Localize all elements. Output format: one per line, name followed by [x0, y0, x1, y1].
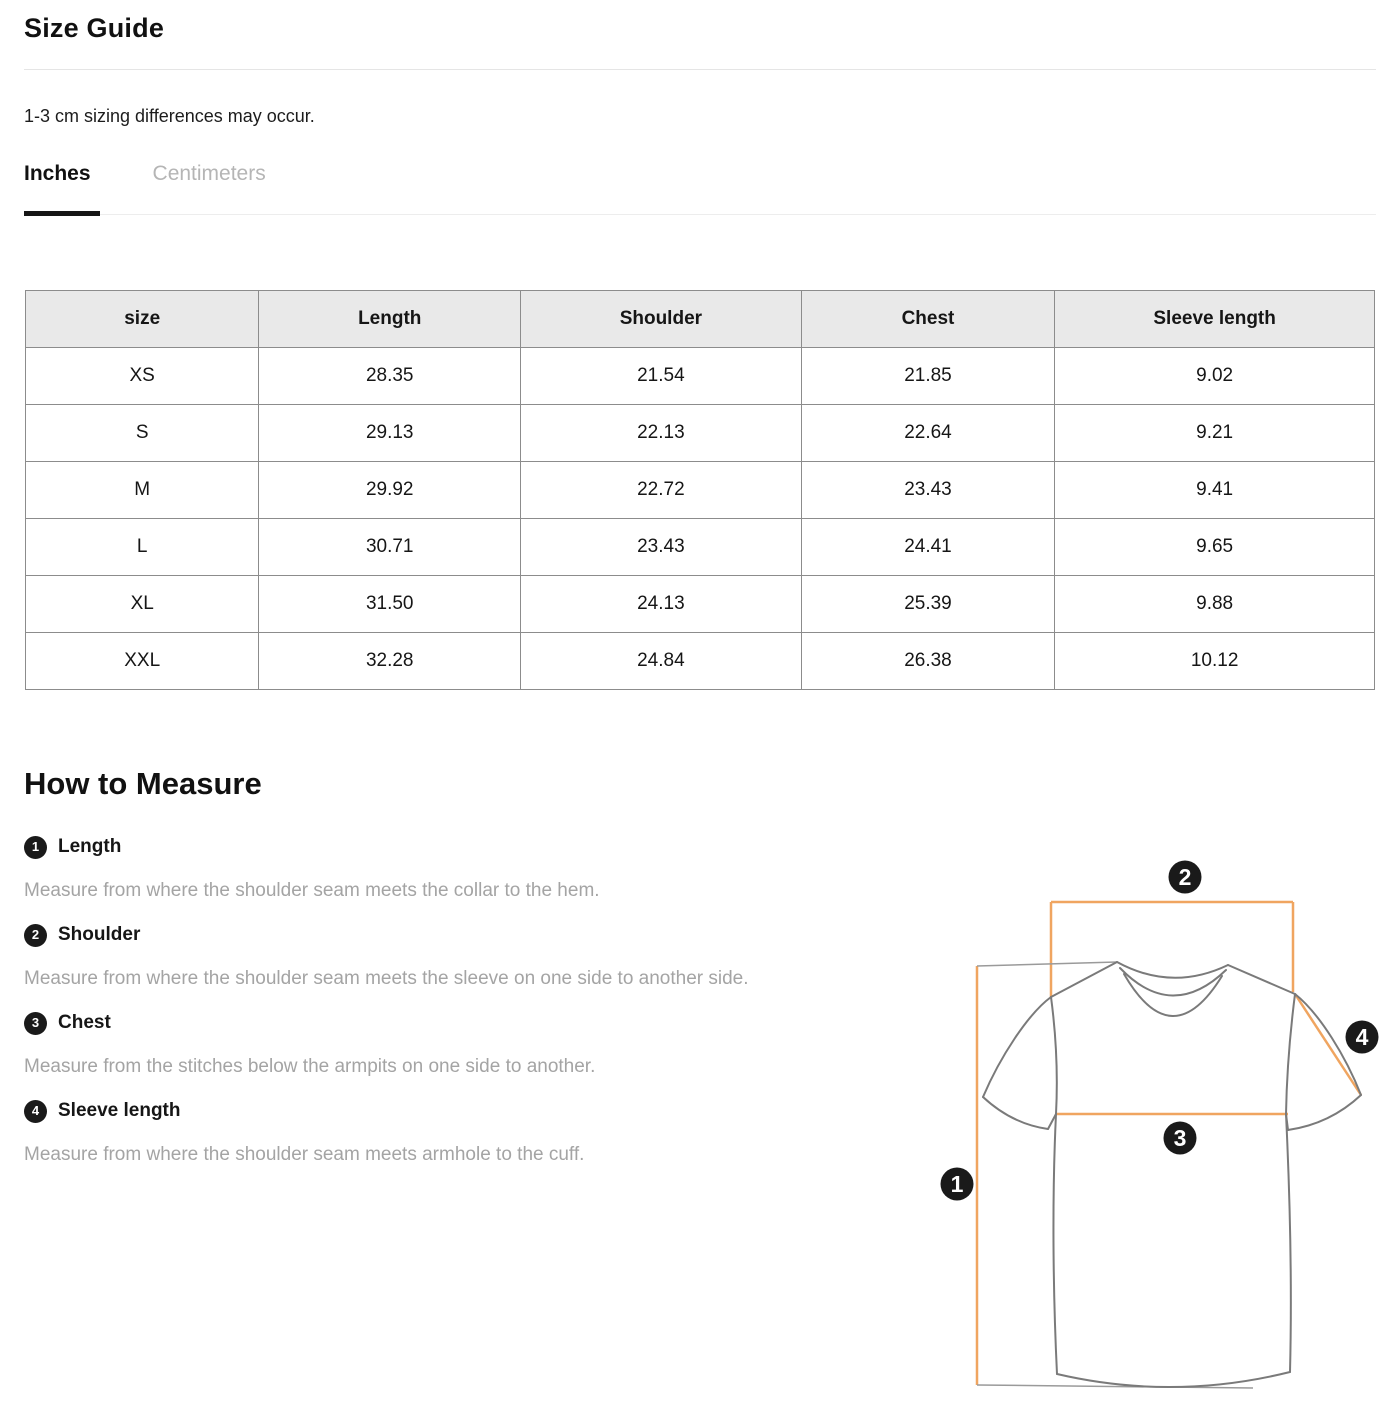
- length-cell: 30.71: [259, 519, 521, 576]
- length-top-helper-line: [977, 962, 1117, 966]
- chest-cell: 26.38: [801, 633, 1055, 690]
- measure-item-description: Measure from the stitches below the armpits on one side to another.: [24, 1056, 596, 1077]
- table-header-row: [26, 291, 1375, 348]
- marker-number: 2: [1178, 864, 1192, 890]
- sleeve-cell: 9.65: [1055, 519, 1375, 576]
- tshirt-outline: [983, 962, 1361, 1387]
- unit-tabs: [24, 162, 266, 186]
- shoulder-cell: 21.54: [521, 348, 802, 405]
- table-row: [26, 519, 1375, 576]
- how-to-measure-title: How to Measure: [24, 766, 262, 801]
- tab-inches[interactable]: Inches: [24, 162, 91, 185]
- measure-item-description: Measure from where the shoulder seam meets armhole to the cuff.: [24, 1144, 585, 1165]
- shoulder-cell: 24.84: [521, 633, 802, 690]
- measure-list: [24, 835, 904, 1187]
- size-cell: M: [26, 462, 259, 519]
- marker-number: 3: [1173, 1125, 1187, 1151]
- measure-item-label: Sleeve length: [58, 1100, 181, 1121]
- size-cell: XXL: [26, 633, 259, 690]
- shoulder-measure-line: [1051, 902, 1293, 997]
- tshirt-measurement-diagram: [930, 852, 1400, 1407]
- measure-item-label: Length: [58, 836, 122, 857]
- sleeve-cell: 9.88: [1055, 576, 1375, 633]
- table-row: [26, 576, 1375, 633]
- page-title: Size Guide: [24, 13, 165, 43]
- number-4-badge-icon: 4: [24, 1100, 47, 1123]
- chest-cell: 22.64: [801, 405, 1055, 462]
- size-cell: XL: [26, 576, 259, 633]
- table-row: [26, 348, 1375, 405]
- size-cell: XS: [26, 348, 259, 405]
- table-row: [26, 405, 1375, 462]
- divider: [24, 69, 1376, 70]
- size-table: [25, 290, 1375, 690]
- column-header-sleeve-length: Sleeve length: [1055, 291, 1375, 348]
- marker-badge-2: [1169, 861, 1202, 894]
- shoulder-cell: 22.13: [521, 405, 802, 462]
- sleeve-cell: 9.02: [1055, 348, 1375, 405]
- marker-badge-1: [941, 1168, 974, 1201]
- chest-cell: 25.39: [801, 576, 1055, 633]
- chest-cell: 21.85: [801, 348, 1055, 405]
- size-cell: L: [26, 519, 259, 576]
- measure-item-label: Chest: [58, 1012, 111, 1033]
- shoulder-cell: 22.72: [521, 462, 802, 519]
- length-cell: 31.50: [259, 576, 521, 633]
- sizing-note: 1-3 cm sizing differences may occur.: [24, 106, 315, 126]
- marker-badge-4: [1346, 1021, 1379, 1054]
- length-cell: 32.28: [259, 633, 521, 690]
- chest-cell: 24.41: [801, 519, 1055, 576]
- table-row: [26, 462, 1375, 519]
- column-header-shoulder: Shoulder: [521, 291, 802, 348]
- sleeve-cell: 9.41: [1055, 462, 1375, 519]
- marker-number: 4: [1355, 1024, 1369, 1050]
- length-cell: 28.35: [259, 348, 521, 405]
- measure-item-description: Measure from where the shoulder seam meets the collar to the hem.: [24, 880, 600, 901]
- number-1-badge-icon: 1: [24, 836, 47, 859]
- size-cell: S: [26, 405, 259, 462]
- marker-number: 1: [950, 1171, 964, 1197]
- measure-item-description: Measure from where the shoulder seam meets the sleeve on one side to another side.: [24, 968, 749, 989]
- shoulder-cell: 24.13: [521, 576, 802, 633]
- number-3-badge-icon: 3: [24, 1012, 47, 1035]
- number-2-badge-icon: 2: [24, 924, 47, 947]
- column-header-length: Length: [259, 291, 521, 348]
- tab-underline-track: [24, 214, 1376, 215]
- column-header-chest: Chest: [801, 291, 1055, 348]
- chest-cell: 23.43: [801, 462, 1055, 519]
- sleeve-cell: 10.12: [1055, 633, 1375, 690]
- measure-item-shoulder: [24, 923, 904, 947]
- tab-active-indicator: [24, 211, 100, 216]
- marker-badge-3: [1164, 1122, 1197, 1155]
- column-header-size: size: [26, 291, 259, 348]
- length-cell: 29.92: [259, 462, 521, 519]
- measure-item-chest: [24, 1011, 904, 1035]
- measure-item-sleeve-length: [24, 1099, 904, 1123]
- sleeve-cell: 9.21: [1055, 405, 1375, 462]
- shoulder-cell: 23.43: [521, 519, 802, 576]
- length-cell: 29.13: [259, 405, 521, 462]
- table-row: [26, 633, 1375, 690]
- tab-centimeters[interactable]: Centimeters: [152, 162, 266, 185]
- measure-item-length: [24, 835, 904, 859]
- measure-item-label: Shoulder: [58, 924, 141, 945]
